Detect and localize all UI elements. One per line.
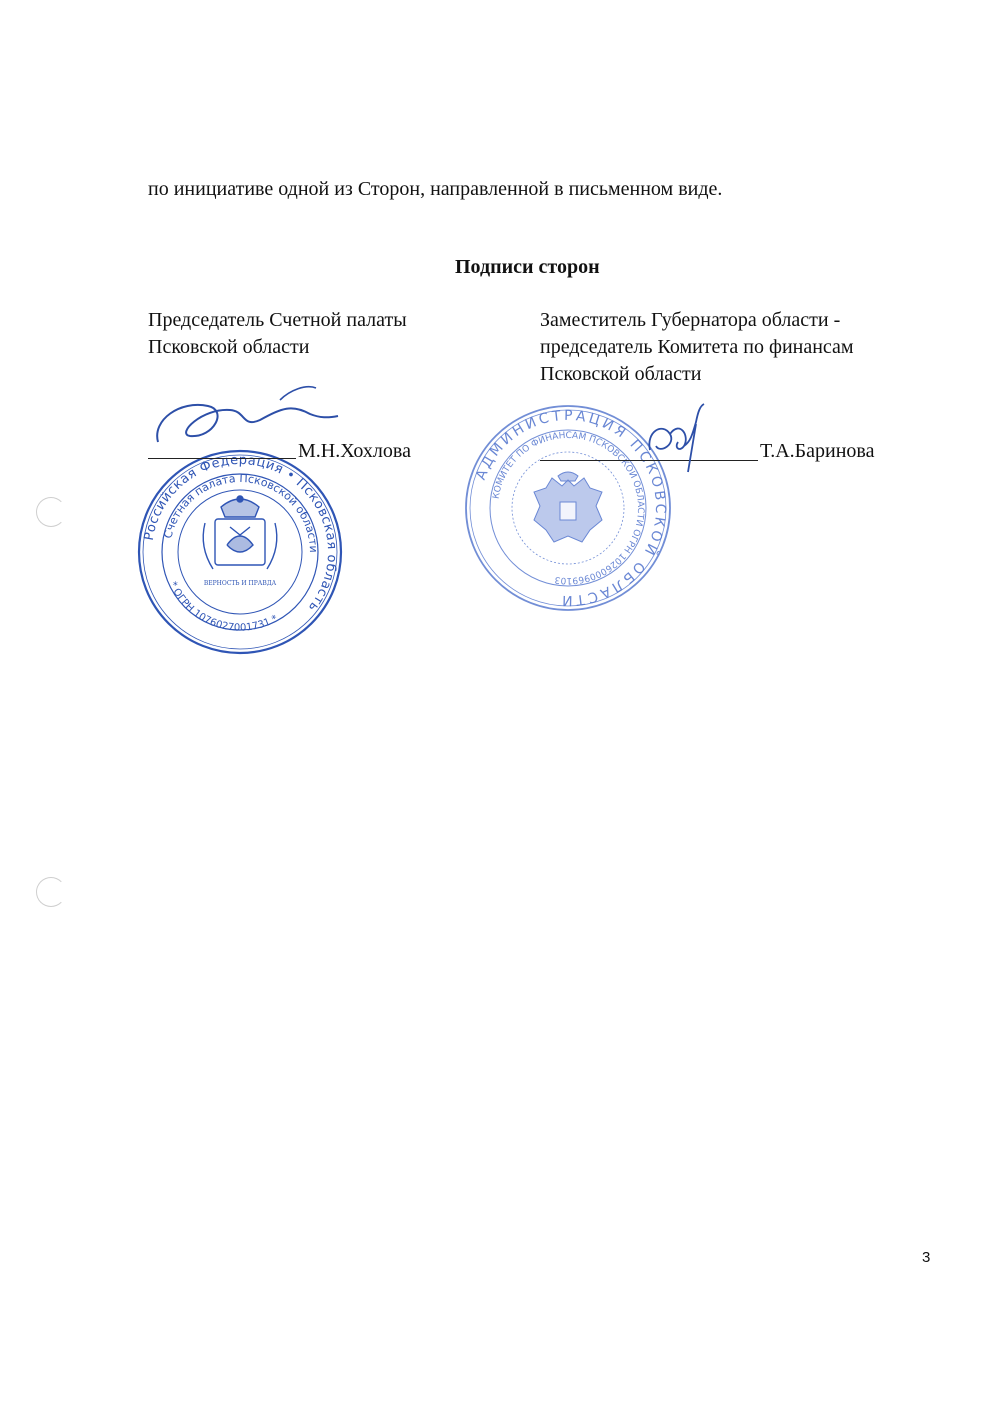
hole-punch-mark-top [36, 497, 66, 527]
right-title-line-2: председатель Комитета по финансам [540, 336, 854, 358]
right-signatory-title [540, 307, 854, 388]
pskov-coat-of-arms-icon [203, 496, 277, 569]
left-signatory-name: М.Н.Хохлова [298, 440, 411, 462]
right-title-line-1: Заместитель Губернатора области - [540, 309, 841, 331]
signatures-heading: Подписи сторон [455, 256, 600, 278]
right-handwritten-signature [640, 402, 710, 474]
right-title-line-3: Псковской области [540, 363, 702, 385]
left-seal-outer-text: Российская Федерация • Псковская область [141, 452, 340, 615]
left-seal-inner-text: Счетная палата Псковской области [161, 471, 321, 553]
right-seal-outer-text: АДМИНИСТРАЦИЯ ПСКОВСКОЙ ОБЛАСТИ [472, 407, 669, 609]
left-seal-motto: ВЕРНОСТЬ И ПРАВДА [203, 580, 277, 587]
left-official-seal [135, 447, 345, 657]
svg-text:* ОГРН 1076027001731 * [167, 580, 280, 634]
left-signatory-title [148, 307, 407, 361]
right-signatory-name: Т.А.Баринова [760, 440, 875, 462]
double-headed-eagle-icon [534, 472, 602, 542]
left-seal-ogrn: * ОГРН 1076027001731 * [166, 580, 280, 634]
right-seal-inner-text: КОМИТЕТ ПО ФИНАНСАМ ПСКОВСКОЙ ОБЛАСТИ ОГРН 1026000969103 [491, 430, 646, 586]
left-title-line-1: Председатель Счетной палаты [148, 309, 407, 331]
hole-punch-mark-bottom [36, 877, 66, 907]
left-title-line-2: Псковской области [148, 336, 310, 358]
page-number: 3 [922, 1249, 931, 1266]
body-continuation-text: по инициативе одной из Сторон, направленной в письменном виде. [148, 178, 723, 200]
